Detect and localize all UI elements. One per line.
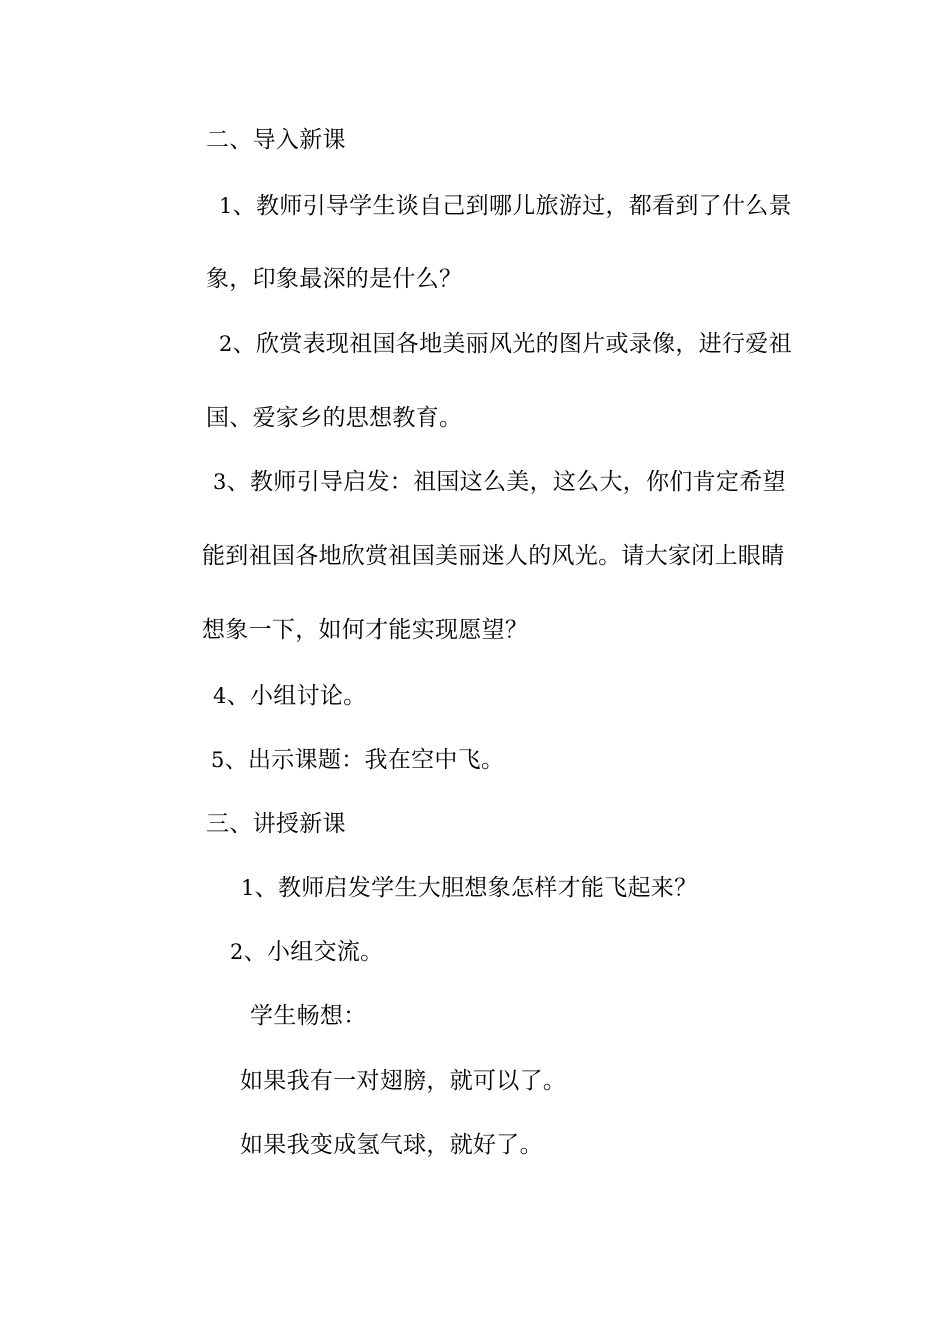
list-item xyxy=(213,681,366,711)
item-number: 2 xyxy=(230,940,244,964)
list-item-continuation: 能到祖国各地欣赏祖国美丽迷人的风光。请大家闭上眼睛 xyxy=(202,543,785,569)
item-text: 、教师引导启发：祖国这么美，这么大，你们肯定希望 xyxy=(226,469,786,495)
item-text: 、小组讨论。 xyxy=(226,683,367,709)
list-item xyxy=(219,329,792,359)
item-text: 、出示课题：我在空中飞。 xyxy=(224,747,505,773)
item-text: 、欣赏表现祖国各地美丽风光的图片或录像，进行爱祖 xyxy=(232,331,792,357)
item-number: 2 xyxy=(219,332,233,356)
item-number: 1 xyxy=(219,194,233,218)
item-text: 、教师引导学生谈自己到哪儿旅游过，都看到了什么景 xyxy=(232,193,792,219)
list-item xyxy=(241,873,697,903)
list-item-continuation: 想象一下，如何才能实现愿望？ xyxy=(202,617,529,643)
student-idea: 如果我变成氢气球，就好了。 xyxy=(240,1132,543,1158)
item-text: 、教师启发学生大胆想象怎样才能飞起来？ xyxy=(254,875,698,901)
list-item xyxy=(213,467,786,497)
student-idea: 如果我有一对翅膀，就可以了。 xyxy=(240,1068,567,1094)
item-number: 1 xyxy=(241,876,255,900)
list-item-continuation: 象，印象最深的是什么？ xyxy=(206,266,463,292)
item-number: 3 xyxy=(213,470,227,494)
list-item xyxy=(230,937,383,967)
section-heading-teaching: 三、讲授新课 xyxy=(206,811,346,837)
item-number: 4 xyxy=(213,684,227,708)
list-item xyxy=(219,191,792,221)
item-number: 5 xyxy=(211,748,225,772)
list-item xyxy=(211,745,504,775)
list-item-continuation: 国、爱家乡的思想教育。 xyxy=(206,405,463,431)
section-heading-intro: 二、导入新课 xyxy=(206,127,346,153)
student-label: 学生畅想： xyxy=(250,1003,367,1029)
item-text: 、小组交流。 xyxy=(243,939,384,965)
